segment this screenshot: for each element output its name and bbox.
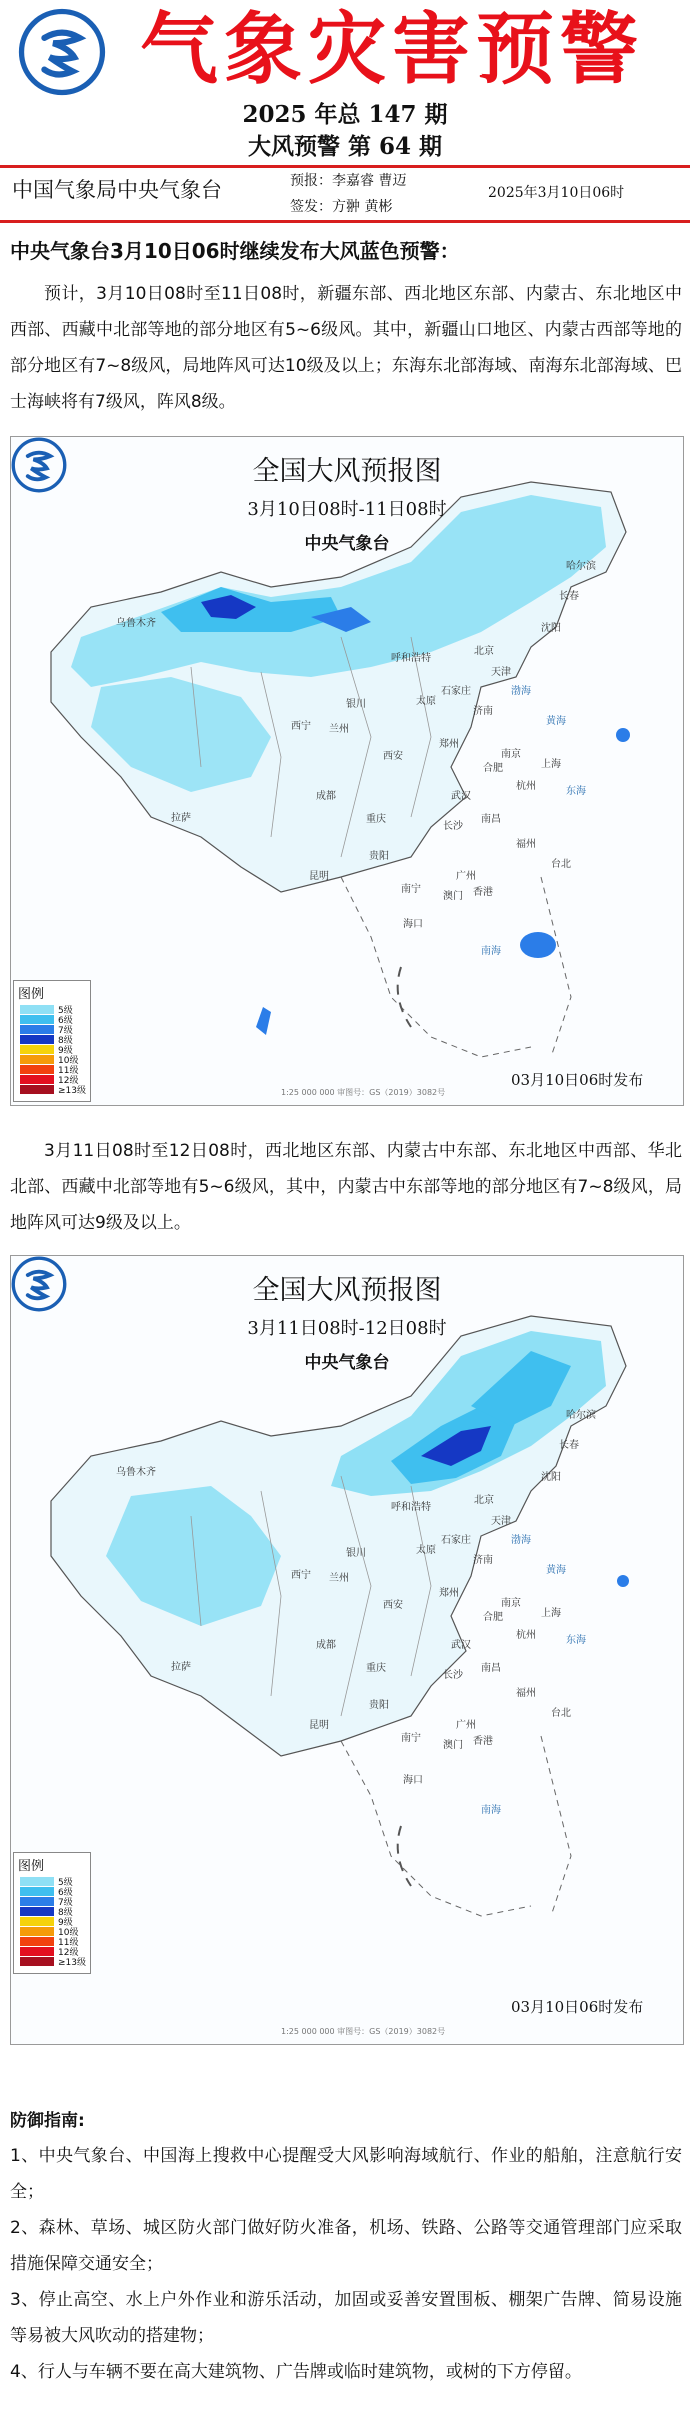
guide-item-3: 3、停止高空、水上户外作业和游乐活动，加固或妥善安置围板、棚架广告牌、简易设施等易被大风吹动的搭建物；: [10, 2290, 682, 2346]
header-rule-top: [0, 165, 690, 168]
legend-label: 7级: [58, 1897, 73, 1908]
city-yinchuan: 银川: [346, 699, 366, 710]
legend-swatch: [20, 1065, 54, 1074]
city-lhasa: 拉萨: [171, 813, 191, 824]
legend-label: 10级: [58, 1927, 79, 1938]
map-2-scale-note: 1:25 000 000 审图号：GS（2019）3082号: [281, 2027, 446, 2036]
city-aomen: 澳门: [443, 1740, 463, 1751]
city-guangzhou: 广州: [456, 1720, 476, 1731]
guide-item-2: 2、森林、草场、城区防火部门做好防火准备，机场、铁路、公路等交通管理部门应采取措施保障交通安全；: [10, 2218, 682, 2274]
city-haikou: 海口: [403, 919, 423, 930]
map-1-issued: 03月10日06时发布: [511, 1071, 644, 1089]
legend-label: 6级: [58, 1015, 73, 1026]
legend-label: 12级: [58, 1075, 79, 1086]
legend-row: [14, 1896, 90, 1906]
city-nanning: 南宁: [401, 884, 421, 895]
city-harbin: 哈尔滨: [566, 561, 596, 572]
guide-title: 防御指南:: [10, 2111, 85, 2131]
issue-wind: 大风预警 第 64 期: [247, 133, 443, 160]
city-hefei: 合肥: [483, 1612, 503, 1623]
city-shenyang: 沈阳: [541, 1472, 561, 1483]
city-xining: 西宁: [291, 721, 311, 732]
legend-swatch: [20, 1025, 54, 1034]
legend-label: 9级: [58, 1917, 73, 1928]
legend-title: 图例: [18, 987, 45, 1002]
city-shanghai: 上海: [541, 1608, 561, 1619]
legend-label: 12级: [58, 1947, 79, 1958]
page-title: 气象灾害预警: [140, 4, 645, 95]
city-taibei: 台北: [551, 1708, 571, 1719]
city-zhengzhou: 郑州: [439, 1588, 459, 1599]
map-2-graphic: [11, 1256, 683, 2044]
forecast-paragraph-2: 3月11日08时至12日08时，西北地区东部、内蒙古中东部、东北地区中西部、华北北部、西藏中北部等地有5~6级风，其中，内蒙古中东部等地的部分地区有7~8级风，局地阵风可达9级及以上。: [10, 1141, 682, 1233]
map-1-period: 3月10日08时-11日08时: [247, 499, 447, 520]
signoff: 签发：方翀 黄彬: [290, 199, 393, 215]
city-huhehaote: 呼和浩特: [391, 653, 431, 664]
city-shijiazhuang: 石家庄: [441, 1535, 471, 1546]
legend-swatch: [20, 1035, 54, 1044]
city-nanjing: 南京: [501, 749, 521, 760]
city-xining: 西宁: [291, 1570, 311, 1581]
legend-swatch: [20, 1055, 54, 1064]
city-tianjin: 天津: [491, 1516, 511, 1527]
sea-bohai: 渤海: [511, 1535, 531, 1546]
legend-label: 7级: [58, 1025, 73, 1036]
city-xian: 西安: [383, 1600, 403, 1611]
legend-row: [14, 1044, 90, 1054]
city-changchun: 长春: [559, 591, 579, 602]
city-harbin: 哈尔滨: [566, 1410, 596, 1421]
city-kunming: 昆明: [309, 871, 329, 882]
sea-huanghai: 黄海: [546, 716, 566, 727]
legend-label: 11级: [58, 1937, 79, 1948]
map-1-title: 全国大风预报图: [252, 456, 442, 487]
city-beijing: 北京: [474, 1495, 494, 1506]
sea-donghai: 东海: [566, 786, 586, 797]
city-beijing: 北京: [474, 646, 494, 657]
city-xianggang: 香港: [473, 1736, 493, 1747]
legend-label: 9级: [58, 1045, 73, 1056]
legend-row: [14, 1926, 90, 1936]
forecast-paragraph-1: 预计，3月10日08时至11日08时，新疆东部、西北地区东部、内蒙古、东北地区中西部、西藏中北部等地的部分地区有5~6级风。其中，新疆山口地区、内蒙古西部等地的部分地区有7~8级风，局地阵风可达10级及以上；东海东北部海域、南海东北部海域、巴士海峡将有7级风，阵风8级。: [10, 284, 682, 412]
header-rule-bottom: [0, 220, 690, 223]
city-changsha: 长沙: [443, 1670, 463, 1681]
map-2-org: 中央气象台: [304, 1353, 390, 1373]
sea-nanhai: 南海: [481, 1805, 501, 1816]
city-taiyuan: 太原: [416, 1545, 436, 1556]
city-fuzhou: 福州: [516, 1688, 536, 1699]
city-chengdu: 成都: [316, 1640, 336, 1651]
sea-nanhai: 南海: [481, 946, 501, 957]
legend-swatch: [20, 1957, 54, 1966]
legend-row: [14, 1936, 90, 1946]
legend-swatch: [20, 1877, 54, 1886]
city-wuhan: 武汉: [451, 791, 471, 802]
legend-row: [14, 1064, 90, 1074]
legend-row: [14, 1916, 90, 1926]
guide-item-1: 1、中央气象台、中国海上搜救中心提醒受大风影响海域航行、作业的船舶，注意航行安全；: [10, 2146, 682, 2202]
legend-label: ≥13级: [58, 1957, 86, 1968]
city-changsha: 长沙: [443, 821, 463, 832]
legend-swatch: [20, 1045, 54, 1054]
map-1-legend: [13, 980, 91, 1102]
legend-swatch: [20, 1075, 54, 1084]
city-xian: 西安: [383, 751, 403, 762]
legend-row: [14, 1004, 90, 1014]
legend-label: 5级: [58, 1877, 73, 1888]
city-hangzhou: 杭州: [516, 1630, 536, 1641]
legend-label: 6级: [58, 1887, 73, 1898]
issuer: 中国气象局中央气象台: [12, 178, 222, 202]
warning-headline: 中央气象台3月10日06时继续发布大风蓝色预警：: [10, 239, 460, 263]
sea-bohai: 渤海: [511, 686, 531, 697]
legend-label: 11级: [58, 1065, 79, 1076]
map-1-org: 中央气象台: [304, 534, 390, 554]
legend-swatch: [20, 1907, 54, 1916]
legend-row: [14, 1054, 90, 1064]
city-nanning: 南宁: [401, 1733, 421, 1744]
city-aomen: 澳门: [443, 891, 463, 902]
sea-donghai: 东海: [566, 1635, 586, 1646]
legend-swatch: [20, 1937, 54, 1946]
map-2-title: 全国大风预报图: [252, 1275, 442, 1306]
city-taibei: 台北: [551, 859, 571, 870]
city-guangzhou: 广州: [456, 871, 476, 882]
city-nanjing: 南京: [501, 1598, 521, 1609]
city-huhehaote: 呼和浩特: [391, 1502, 431, 1513]
legend-label: 8级: [58, 1907, 73, 1918]
map-2-period: 3月11日08时-12日08时: [247, 1318, 447, 1339]
city-chongqing: 重庆: [366, 1663, 386, 1674]
legend-swatch: [20, 1005, 54, 1014]
forecasters: 预报：李嘉睿 曹迈: [290, 173, 407, 189]
city-haikou: 海口: [403, 1775, 423, 1786]
city-urumqi: 乌鲁木齐: [116, 1467, 156, 1478]
wind-forecast-map-1: [10, 436, 684, 1106]
city-wuhan: 武汉: [451, 1640, 471, 1651]
map-2-issued: 03月10日06时发布: [511, 1998, 644, 2016]
map-1-scale-note: 1:25 000 000 审图号：GS（2019）3082号: [281, 1088, 446, 1097]
legend-row: [14, 1014, 90, 1024]
legend-label: 10级: [58, 1055, 79, 1066]
legend-row: [14, 1084, 90, 1094]
city-zhengzhou: 郑州: [439, 739, 459, 750]
city-kunming: 昆明: [309, 1720, 329, 1731]
legend-swatch: [20, 1947, 54, 1956]
city-nanchang: 南昌: [481, 1663, 501, 1674]
legend-swatch: [20, 1887, 54, 1896]
city-lanzhou: 兰州: [329, 724, 349, 735]
city-hefei: 合肥: [483, 763, 503, 774]
wind-forecast-map-2: [10, 1255, 684, 2045]
city-xianggang: 香港: [473, 887, 493, 898]
legend-row: [14, 1956, 90, 1966]
city-nanchang: 南昌: [481, 814, 501, 825]
legend-label: 8级: [58, 1035, 73, 1046]
legend-swatch: [20, 1927, 54, 1936]
issue-datetime: 2025年3月10日06时: [488, 185, 625, 201]
city-taiyuan: 太原: [416, 696, 436, 707]
legend-swatch: [20, 1015, 54, 1024]
city-yinchuan: 银川: [346, 1548, 366, 1559]
city-tianjin: 天津: [491, 667, 511, 678]
legend-swatch: [20, 1917, 54, 1926]
city-urumqi: 乌鲁木齐: [116, 618, 156, 629]
issue-total: 2025 年总 147 期: [242, 101, 448, 128]
city-shenyang: 沈阳: [541, 623, 561, 634]
legend-label: 5级: [58, 1005, 73, 1016]
legend-label: ≥13级: [58, 1085, 86, 1096]
map-2-legend: [13, 1852, 91, 1974]
city-shanghai: 上海: [541, 759, 561, 770]
legend-row: [14, 1886, 90, 1896]
city-shijiazhuang: 石家庄: [441, 686, 471, 697]
legend-title: 图例: [18, 1859, 45, 1874]
guide-item-4: 4、行人与车辆不要在高大建筑物、广告牌或临时建筑物，或树的下方停留。: [10, 2362, 582, 2382]
cma-logo-icon: [18, 8, 106, 96]
legend-row: [14, 1034, 90, 1044]
sea-huanghai: 黄海: [546, 1565, 566, 1576]
city-lanzhou: 兰州: [329, 1573, 349, 1584]
city-jinan: 济南: [473, 1555, 493, 1566]
city-chongqing: 重庆: [366, 814, 386, 825]
city-guiyang: 贵阳: [369, 1700, 389, 1711]
city-hangzhou: 杭州: [516, 781, 536, 792]
city-jinan: 济南: [473, 706, 493, 717]
city-chengdu: 成都: [316, 791, 336, 802]
city-guiyang: 贵阳: [369, 851, 389, 862]
legend-swatch: [20, 1897, 54, 1906]
legend-row: [14, 1906, 90, 1916]
legend-swatch: [20, 1085, 54, 1094]
city-fuzhou: 福州: [516, 839, 536, 850]
city-changchun: 长春: [559, 1440, 579, 1451]
city-lhasa: 拉萨: [171, 1662, 191, 1673]
legend-row: [14, 1024, 90, 1034]
legend-row: [14, 1876, 90, 1886]
